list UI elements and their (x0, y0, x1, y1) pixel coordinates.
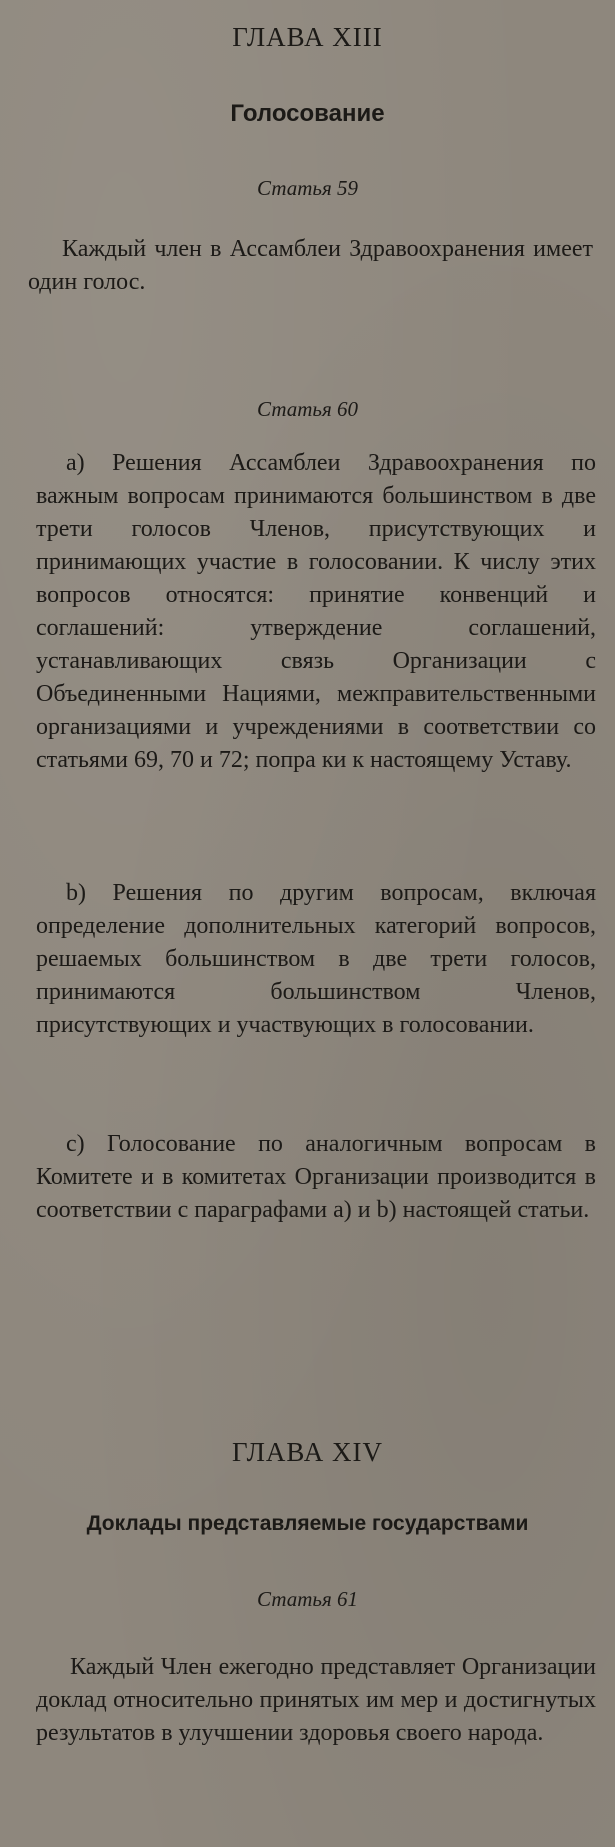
article-61-label: Статья 61 (257, 1587, 358, 1611)
article-60-paragraph-b: b) Решения по другим вопросам, включая определение дополнительных категорий вопросов, решаемых большинством в две трети голосов, принимаются большинством Членов, присутствующих и участвующих в голосовании. (36, 880, 596, 1038)
article-59-label: Статья 59 (257, 176, 358, 200)
article-60-paragraph-a: а) Решения Ассамблеи Здравоохранения по важным вопросам принимаются большинством в две трети голосов Членов, присутствующих и принимающих участие в голосовании. К числу этих вопросов относятся: принятие конвенций и соглашений: утверждение соглашений, устанавливающих связь Организации с Объединенными Нациями, межправительственными организациями и учреждениями в соответствии со статьями 69, 70 и 72; попра ки к настоящему Уставу. (36, 450, 596, 773)
article-60-paragraph-c: с) Голосование по аналогичным вопросам в Комитете и в комитетах Организации производится в соответствии с параграфами а) и b) настоящей статьи. (36, 1131, 596, 1223)
article-61-text: Каждый Член ежегодно представляет Организации доклад относительно принятых им мер и достигнутых результатов в улучшении здоровья своего народа. (36, 1654, 596, 1746)
chapter-14-heading: Доклады представляемые государствами (86, 1512, 529, 1535)
chapter-13-title: ГЛАВА XIII (232, 22, 383, 52)
article-59-text: Каждый член в Ассамблеи Здравоохранения имеет один голос. (28, 236, 593, 295)
chapter-14-title: ГЛАВА XIV (232, 1437, 383, 1467)
article-60-label: Статья 60 (257, 397, 358, 421)
chapter-13-heading: Голосование (230, 100, 385, 127)
